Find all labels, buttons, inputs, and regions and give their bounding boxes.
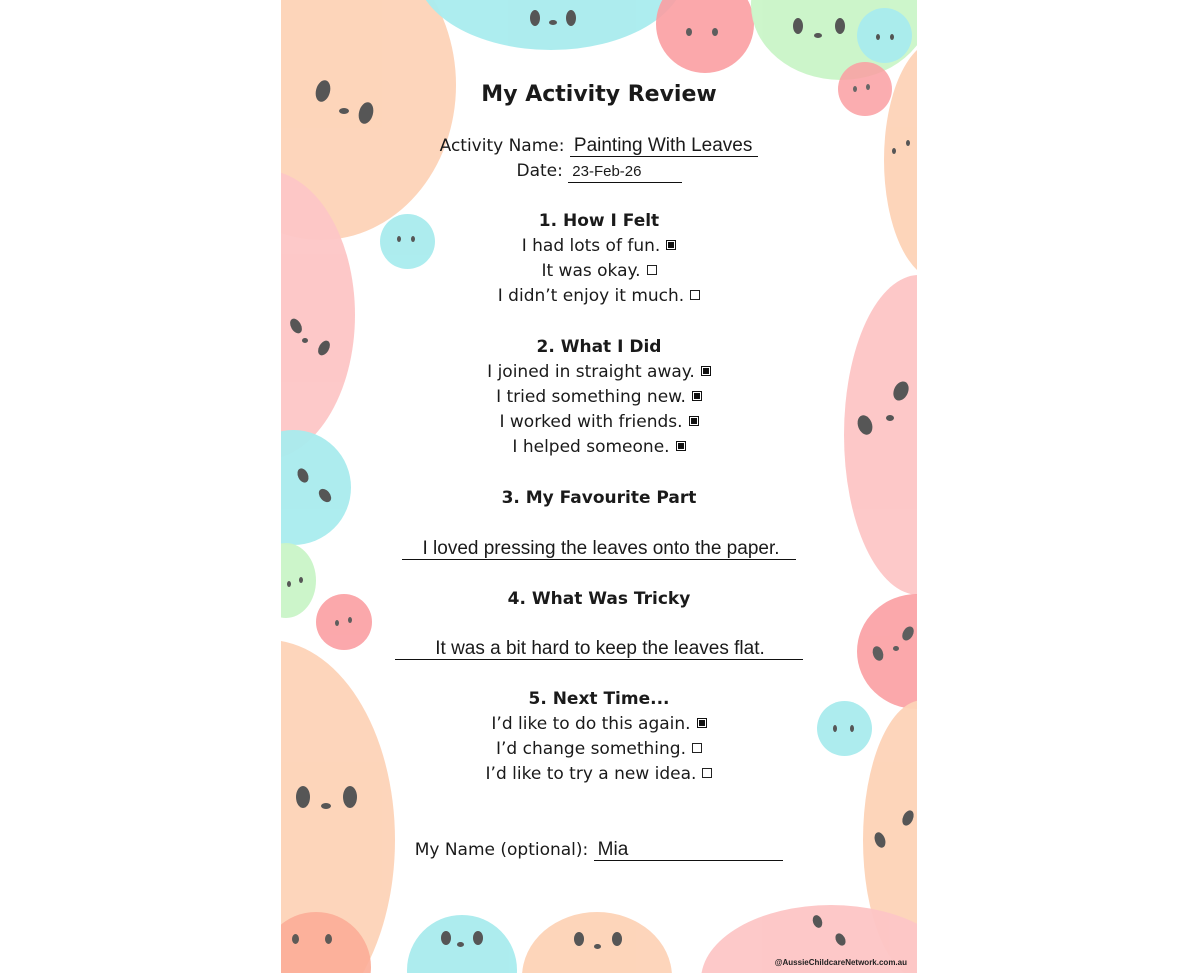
option-label: I helped someone. [512,437,670,457]
option-label: I worked with friends. [499,412,683,432]
option-row [281,763,917,785]
option-row [281,436,917,458]
name-label: My Name (optional): [414,840,589,860]
option-row [281,235,917,257]
option-label: I joined in straight away. [487,362,695,382]
option-label: It was okay. [541,261,641,281]
activity-review-sheet [281,0,917,973]
option-checkbox[interactable] [666,240,676,250]
option-label: I’d like to do this again. [491,714,691,734]
section-heading: 3. My Favourite Part [501,488,697,508]
option-checkbox[interactable] [692,391,702,401]
section-heading: 5. Next Time... [528,689,670,709]
activity-name-label: Activity Name: [439,136,565,156]
option-row [281,738,917,760]
option-row [281,713,917,735]
option-checkbox[interactable] [697,718,707,728]
date-label: Date: [516,161,563,181]
section-heading: 2. What I Did [536,337,662,357]
section-heading: 4. What Was Tricky [507,589,691,609]
page-title: My Activity Review [481,82,717,107]
option-row [281,411,917,433]
option-checkbox[interactable] [689,416,699,426]
activity-name-row [281,135,917,157]
answer-row [281,638,917,660]
date-field[interactable]: 23-Feb-26 [568,162,681,183]
answer-row [281,538,917,560]
tricky-part-answer[interactable]: It was a bit hard to keep the leaves flat. [395,639,803,660]
option-row [281,361,917,383]
name-row [281,839,917,861]
option-label: I tried something new. [496,387,686,407]
option-checkbox[interactable] [701,366,711,376]
option-checkbox[interactable] [692,743,702,753]
option-row [281,386,917,408]
review-content [281,0,917,973]
option-checkbox[interactable] [690,290,700,300]
option-label: I had lots of fun. [521,236,661,256]
favourite-part-answer[interactable]: I loved pressing the leaves onto the paper. [402,539,795,560]
option-checkbox[interactable] [702,768,712,778]
option-checkbox[interactable] [676,441,686,451]
activity-name-field[interactable]: Painting With Leaves [570,136,759,157]
section-heading: 1. How I Felt [538,211,660,231]
option-row [281,285,917,307]
option-row [281,260,917,282]
option-label: I didn’t enjoy it much. [497,286,685,306]
option-label: I’d change something. [496,739,686,759]
footer-credit: @AussieChildcareNetwork.com.au [774,958,907,967]
option-label: I’d like to try a new idea. [485,764,697,784]
name-field[interactable]: Mia [594,840,784,861]
date-row [281,160,917,183]
option-checkbox[interactable] [647,265,657,275]
